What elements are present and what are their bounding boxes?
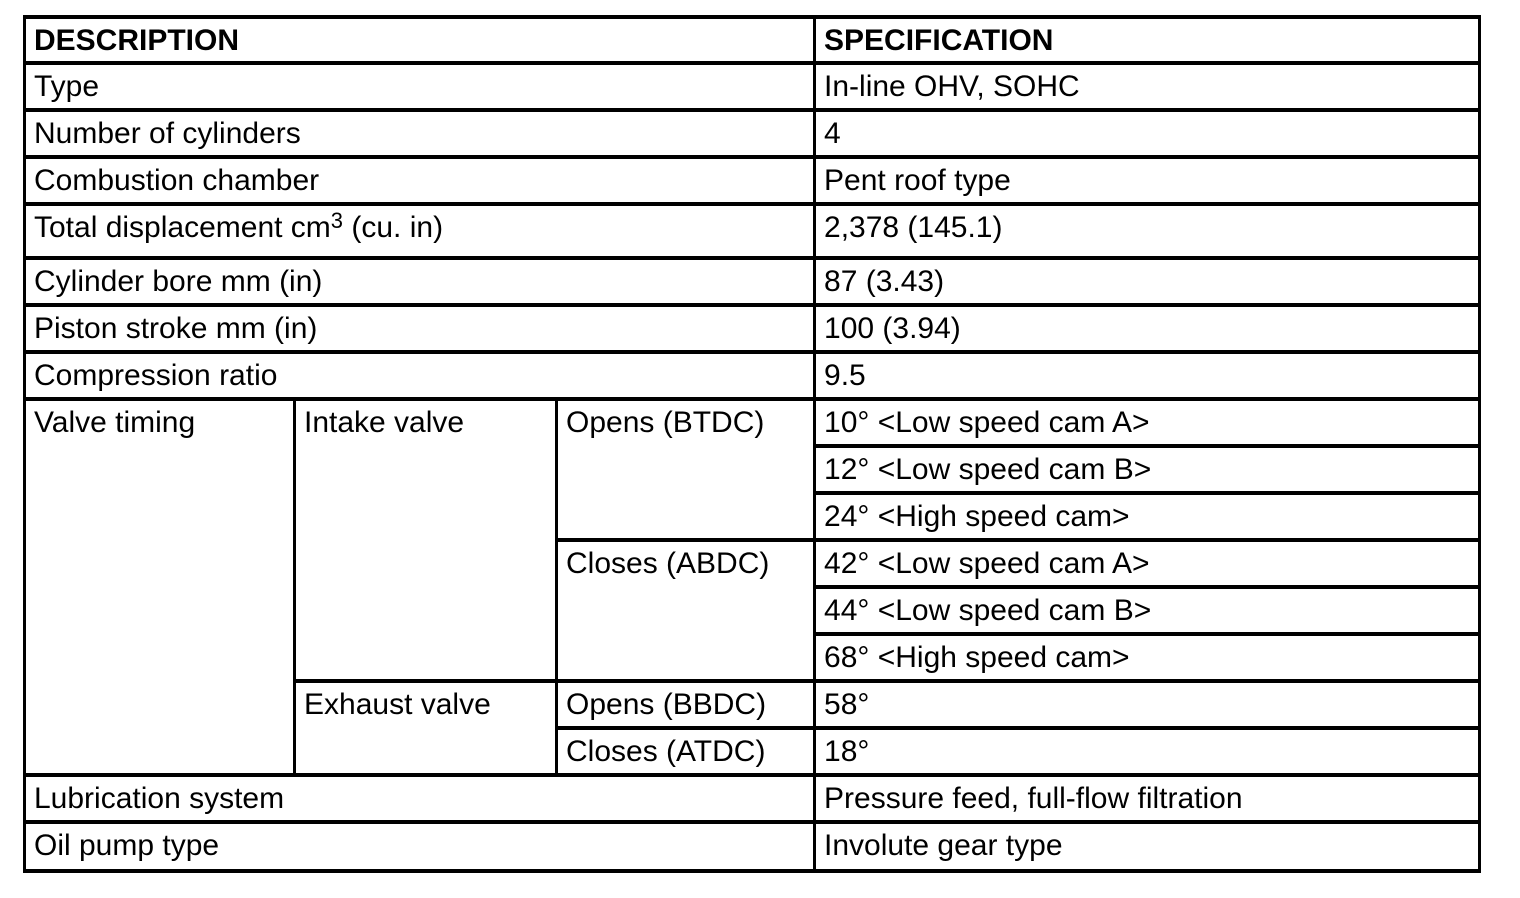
cell-intake-closes-label: Closes (ABDC) [557,540,815,681]
description-cell-total-displacement [25,204,815,258]
specification-cell-cylinder-bore: 87 (3.43) [815,258,1480,305]
description-column-header: DESCRIPTION [25,17,815,63]
specification-cell-intake-closes-low-cam-b: 44° <Low speed cam B> [815,587,1480,634]
row-compression-ratio [25,352,1480,399]
specification-cell-intake-opens-low-cam-b: 12° <Low speed cam B> [815,446,1480,493]
description-cell-piston-stroke: Piston stroke mm (in) [25,305,815,352]
description-cell-valve-timing: Valve timing [25,399,295,775]
cell-intake-opens-label: Opens (BTDC) [557,399,815,540]
description-cell-cylinder-bore: Cylinder bore mm (in) [25,258,815,305]
engine-specifications-table [23,15,1481,873]
row-piston-stroke [25,305,1480,352]
specification-cell-intake-closes-low-cam-a: 42° <Low speed cam A> [815,540,1480,587]
description-cell-cylinders: Number of cylinders [25,110,815,157]
specification-cell-exhaust-closes: 18° [815,728,1480,775]
specification-cell-compression-ratio: 9.5 [815,352,1480,399]
description-cell-lubrication-system: Lubrication system [25,775,815,822]
description-cell-type: Type [25,63,815,110]
specification-cell-lubrication-system: Pressure feed, full-flow filtration [815,775,1480,822]
cell-exhaust-valve: Exhaust valve [295,681,557,775]
specification-cell-combustion-chamber: Pent roof type [815,157,1480,204]
displacement-label-suffix: (cu. in) [343,211,444,244]
row-cylinder-bore [25,258,1480,305]
specification-cell-intake-opens-high-cam: 24° <High speed cam> [815,493,1480,540]
specification-column-header: SPECIFICATION [815,17,1480,63]
description-cell-combustion-chamber: Combustion chamber [25,157,815,204]
cell-exhaust-closes-label: Closes (ATDC) [557,728,815,775]
specification-cell-oil-pump-type: Involute gear type [815,822,1480,871]
specification-cell-cylinders: 4 [815,110,1480,157]
specification-cell-type: In-line OHV, SOHC [815,63,1480,110]
header-row [25,17,1480,63]
specification-cell-intake-closes-high-cam: 68° <High speed cam> [815,634,1480,681]
row-oil-pump-type [25,822,1480,871]
description-cell-compression-ratio: Compression ratio [25,352,815,399]
row-total-displacement [25,204,1480,258]
specification-cell-piston-stroke: 100 (3.94) [815,305,1480,352]
description-cell-oil-pump-type: Oil pump type [25,822,815,871]
specification-cell-exhaust-opens: 58° [815,681,1480,728]
row-valve-timing-intake-opens-1 [25,399,1480,446]
displacement-superscript: 3 [330,208,344,233]
row-number-of-cylinders [25,110,1480,157]
cell-exhaust-opens-label: Opens (BBDC) [557,681,815,728]
row-combustion-chamber [25,157,1480,204]
displacement-label-prefix: Total displacement cm [34,211,331,244]
specification-cell-total-displacement: 2,378 (145.1) [815,204,1480,258]
cell-intake-valve: Intake valve [295,399,557,681]
row-lubrication-system [25,775,1480,822]
row-type [25,63,1480,110]
specification-cell-intake-opens-low-cam-a: 10° <Low speed cam A> [815,399,1480,446]
